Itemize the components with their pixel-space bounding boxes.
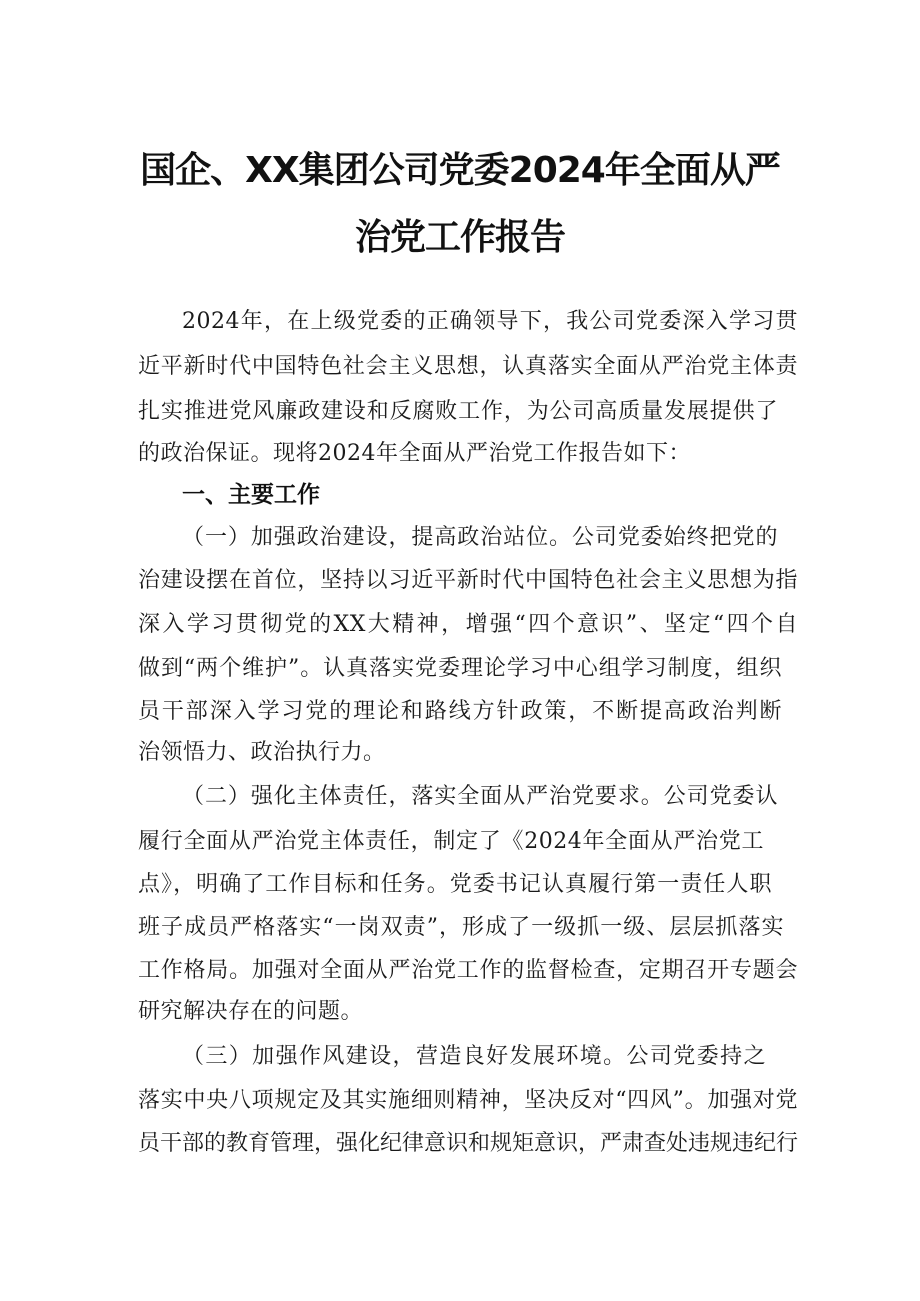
para1-line-5: 员干部深入学习党的理论和路线方针政策，不断提高政治判断 — [138, 699, 782, 724]
section-heading: 一、主要工作 — [182, 482, 320, 508]
para3-line-3: 员干部的教育管理，强化纪律意识和规矩意识，严肃查处违规违纪行 — [138, 1131, 798, 1156]
para1-line-1: （一）加强政治建设，提高政治站位。公司党委始终把党的 — [182, 525, 778, 550]
intro-line-3: 扎实推进党风廉政建设和反腐败工作，为公司高质量发展提供了 — [138, 399, 778, 424]
para3-line-1: （三）加强作风建设，营造良好发展环境。公司党委持之 — [182, 1044, 766, 1069]
para2-line-2: 履行全面从严治党主体责任，制定了《2024年全面从严治党工 — [138, 829, 764, 854]
para1-line-6: 治领悟力、政治执行力。 — [138, 740, 386, 765]
document-title-line-2: 治党工作报告 — [354, 217, 565, 258]
intro-line-2: 近平新时代中国特色社会主义思想，认真落实全面从严治党主体责 — [138, 354, 798, 379]
para2-line-6: 研究解决存在的问题。 — [138, 999, 364, 1024]
intro-line-4: 的政治保证。现将2024年全面从严治党工作报告如下： — [138, 441, 691, 466]
para2-line-4: 班子成员严格落实“一岗双责”，形成了一级抓一级、层层抓落实 — [138, 915, 784, 940]
para2-line-1: （二）强化主体责任，落实全面从严治党要求。公司党委认 — [182, 784, 778, 809]
para1-line-2: 治建设摆在首位，坚持以习近平新时代中国特色社会主义思想为指 — [138, 568, 798, 593]
para1-line-4: 做到“两个维护”。认真落实党委理论学习中心组学习制度，组织 — [138, 656, 782, 681]
document-title-line-1: 国企、XX集团公司党委2024年全面从严 — [140, 150, 780, 191]
para2-line-5: 工作格局。加强对全面从严治党工作的监督检查，定期召开专题会 — [138, 958, 798, 983]
para1-line-3: 深入学习贯彻党的XX大精神，增强“四个意识”、坚定“四个自 — [138, 612, 798, 637]
para3-line-2: 落实中央八项规定及其实施细则精神，坚决反对“四风”。加强对党 — [138, 1088, 798, 1113]
para2-line-3: 点》，明确了工作目标和任务。党委书记认真履行第一责任人职 — [138, 872, 772, 897]
intro-line-1: 2024年，在上级党委的正确领导下，我公司党委深入学习贯 — [182, 309, 798, 334]
